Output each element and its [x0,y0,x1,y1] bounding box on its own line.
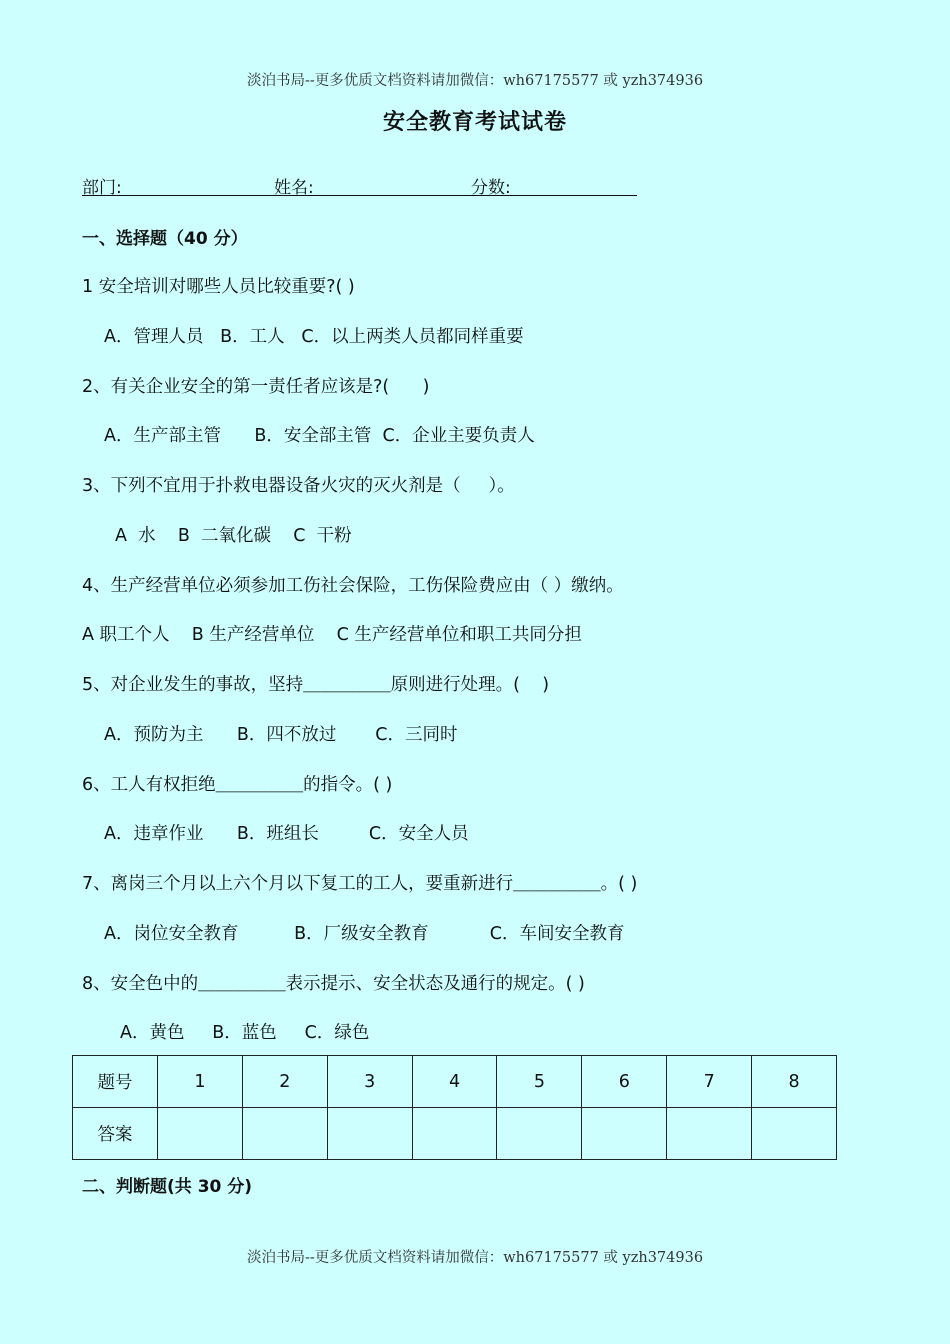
answer-cell[interactable] [242,1108,327,1160]
answer-cell[interactable] [752,1108,837,1160]
question-3: 3、下列不宜用于扑救电器设备火灾的灭火剂是（ ）。 [82,476,515,496]
question-8-options: A．黄色 B．蓝色 C．绿色 [120,1023,370,1043]
question-5-options: A．预防为主 B．四不放过 C．三同时 [104,725,458,745]
watermark-bottom: 淡泊书局--更多优质文档资料请加微信：wh67175577 或 yzh374936 [246,1250,704,1266]
answer-table [72,1055,837,1160]
table-cell: 4 [412,1056,497,1108]
info-line [82,173,637,196]
table-cell: 8 [752,1056,837,1108]
question-2-options: A．生产部主管 B．安全部主管 C．企业主要负责人 [104,426,535,446]
question-1: 1 安全培训对哪些人员比较重要?( ) [82,277,355,297]
table-cell: 2 [242,1056,327,1108]
question-6-options: A．违章作业 B．班组长 C．安全人员 [104,824,469,844]
table-row [73,1108,837,1160]
answer-cell[interactable] [497,1108,582,1160]
table-cell: 7 [667,1056,752,1108]
score-label: 分数: [471,178,511,198]
section-heading-choice: 一、选择题（40 分） [82,229,248,249]
table-row [73,1056,837,1108]
answer-cell[interactable] [158,1108,243,1160]
row-label-answer: 答案 [73,1108,158,1160]
question-2: 2、有关企业安全的第一责任者应该是?( ) [82,377,430,397]
question-7-options: A．岗位安全教育 B．厂级安全教育 C．车间安全教育 [104,924,625,944]
answer-cell[interactable] [412,1108,497,1160]
dept-label: 部门: [82,178,122,198]
question-6: 6、工人有权拒绝＿＿＿＿＿的指令。( ) [82,775,393,795]
section-heading-judgement: 二、判断题(共 30 分) [82,1177,253,1197]
answer-cell[interactable] [327,1108,412,1160]
answer-cell[interactable] [667,1108,752,1160]
table-cell: 1 [158,1056,243,1108]
question-4-options: A 职工个人 B 生产经营单位 C 生产经营单位和职工共同分担 [82,625,582,645]
row-label-number: 题号 [73,1056,158,1108]
answer-cell[interactable] [582,1108,667,1160]
question-7: 7、离岗三个月以上六个月以下复工的工人，要重新进行＿＿＿＿＿。( ) [82,874,638,894]
watermark-top: 淡泊书局--更多优质文档资料请加微信：wh67175577 或 yzh374936 [246,73,704,89]
name-label: 姓名: [274,178,314,198]
table-cell: 5 [497,1056,582,1108]
table-cell: 3 [327,1056,412,1108]
table-cell: 6 [582,1056,667,1108]
question-5: 5、对企业发生的事故，坚持＿＿＿＿＿原则进行处理。( ) [82,675,550,695]
question-1-options: A．管理人员 B．工人 C．以上两类人员都同样重要 [104,327,524,347]
question-3-options: A 水 B 二氧化碳 C 干粉 [115,526,352,546]
question-8: 8、安全色中的＿＿＿＿＿表示提示、安全状态及通行的规定。( ) [82,974,585,994]
question-4: 4、生产经营单位必须参加工伤社会保险，工伤保险费应由（ ）缴纳。 [82,576,624,596]
page-title: 安全教育考试试卷 [382,110,567,135]
